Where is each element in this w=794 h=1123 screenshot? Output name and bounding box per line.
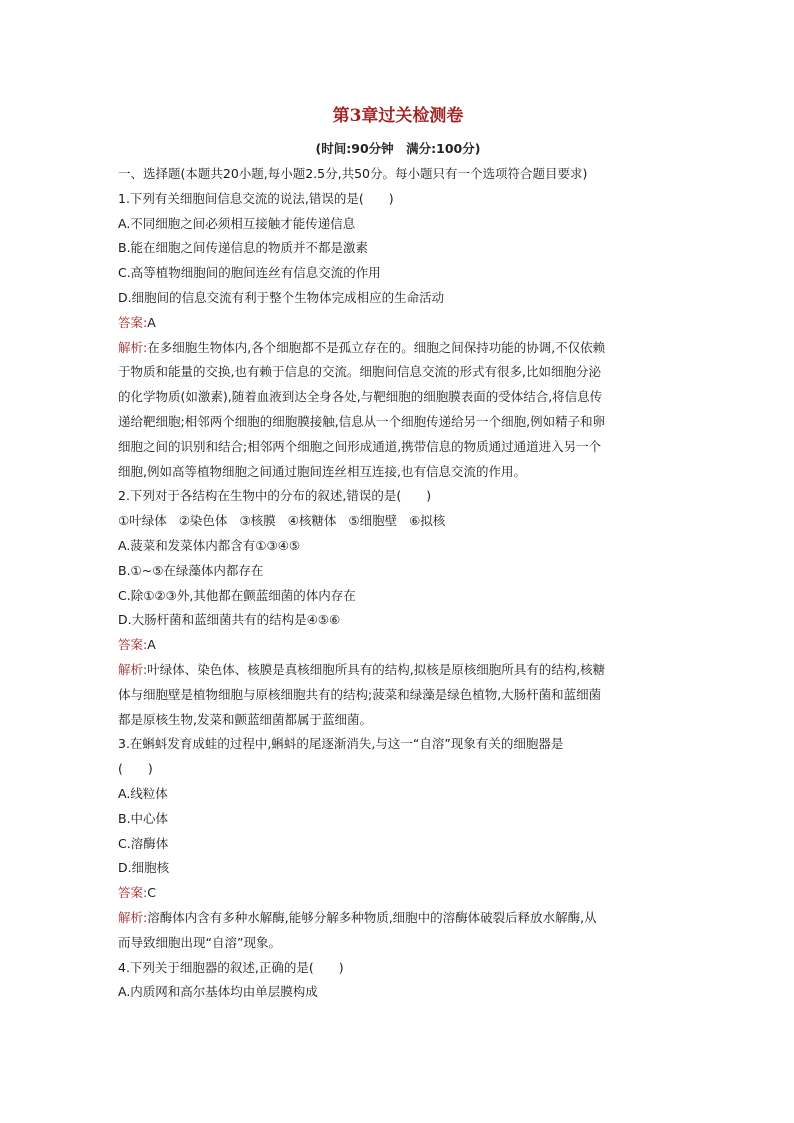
question-stem: 4.下列关于细胞器的叙述,正确的是( ) xyxy=(118,959,344,975)
analysis-text: 叶绿体、染色体、核膜是真核细胞所具有的结构,拟核是原核细胞所具有的结构,核糖 xyxy=(147,661,606,677)
answer-value: A xyxy=(147,314,156,330)
option-d: D.细胞核 xyxy=(118,860,170,876)
answer-label: 答案: xyxy=(118,637,148,653)
option-b: B.能在细胞之间传递信息的物质并不都是激素 xyxy=(118,240,369,256)
analysis-label: 解析: xyxy=(118,909,148,925)
analysis-line: 于物质和能量的交换,也有赖于信息的交流。细胞间信息交流的形式有很多,比如细胞分泌 xyxy=(118,364,601,380)
answer-value: A xyxy=(147,637,156,653)
question-stem: 3.在蝌蚪发育成蛙的过程中,蝌蚪的尾逐渐消失,与这一“自溶”现象有关的细胞器是 xyxy=(118,736,564,752)
option-a: A.内质网和高尔基体均由单层膜构成 xyxy=(118,984,318,1000)
question-1 xyxy=(118,187,678,485)
answer xyxy=(118,633,678,658)
option-c: C.溶酶体 xyxy=(118,835,169,851)
option-d: D.细胞间的信息交流有利于整个生物体完成相应的生命活动 xyxy=(118,289,445,305)
structure-list xyxy=(118,509,678,534)
analysis-line: 的化学物质(如激素),随着血液到达全身各处,与靶细胞的细胞膜表面的受体结合,将信息传 xyxy=(118,389,603,405)
structure-item: ⑥拟核 xyxy=(409,513,446,529)
question-2 xyxy=(118,484,678,732)
question-stem-blank: ( ) xyxy=(118,761,153,777)
analysis-line: 都是原核生物,发菜和颤蓝细菌都属于蓝细菌。 xyxy=(118,711,372,727)
option-a: A.线粒体 xyxy=(118,785,168,801)
page-title: 第3章过关检测卷 xyxy=(332,106,464,126)
option-c: C.除①②③外,其他都在颤蓝细菌的体内存在 xyxy=(118,587,356,603)
question-stem: 1.下列有关细胞间信息交流的说法,错误的是( ) xyxy=(118,190,394,206)
structure-item: ④核糖体 xyxy=(287,513,337,529)
option-a: A.菠菜和发菜体内都含有①③④⑤ xyxy=(118,537,301,553)
analysis-line: 细胞之间的识别和结合;相邻两个细胞之间形成通道,携带信息的物质通过通道进入另一个 xyxy=(118,438,602,454)
analysis-text: 溶酶体内含有多种水解酶,能够分解多种物质,细胞中的溶酶体破裂后释放水解酶,从 xyxy=(147,909,597,925)
answer-value: C xyxy=(147,885,156,901)
structure-item: ⑤细胞壁 xyxy=(348,513,398,529)
structure-item: ①叶绿体 xyxy=(118,513,167,529)
analysis-line: 细胞,例如高等植物细胞之间通过胞间连丝相互连接,也有信息交流的作用。 xyxy=(118,463,526,479)
answer-label: 答案: xyxy=(118,885,148,901)
analysis-label: 解析: xyxy=(118,339,148,355)
option-b: B.①~⑤在绿藻体内都存在 xyxy=(118,562,264,578)
analysis-label: 解析: xyxy=(118,661,148,677)
analysis-line xyxy=(118,658,678,683)
analysis-line: 体与细胞壁是植物细胞与原核细胞共有的结构;菠菜和绿藻是绿色植物,大肠杆菌和蓝细菌 xyxy=(118,686,602,702)
structure-item: ②染色体 xyxy=(178,513,228,529)
question-3 xyxy=(118,732,678,955)
question-stem: 2.下列对于各结构在生物中的分布的叙述,错误的是( ) xyxy=(118,488,432,504)
structure-item: ③核膜 xyxy=(239,513,276,529)
exam-info: (时间:90分钟 满分:100分) xyxy=(315,141,481,156)
answer xyxy=(118,881,678,906)
document-page xyxy=(118,104,678,1005)
answer xyxy=(118,311,678,336)
analysis-line: 而导致细胞出现“自溶”现象。 xyxy=(118,934,281,950)
analysis-line xyxy=(118,906,678,931)
answer-label: 答案: xyxy=(118,314,148,330)
analysis-line: 递给靶细胞;相邻两个细胞的细胞膜接触,信息从一个细胞传递给另一个细胞,例如精子和卵 xyxy=(118,413,606,429)
option-a: A.不同细胞之间必须相互接触才能传递信息 xyxy=(118,215,356,231)
section-heading: 一、选择题(本题共20小题,每小题2.5分,共50分。每小题只有一个选项符合题目要求) xyxy=(118,166,588,181)
question-4 xyxy=(118,956,678,1006)
analysis-text: 在多细胞生物体内,各个细胞都不是孤立存在的。细胞之间保持功能的协调,不仅依赖 xyxy=(147,339,606,355)
option-b: B.中心体 xyxy=(118,810,169,826)
option-d: D.大肠杆菌和蓝细菌共有的结构是④⑤⑥ xyxy=(118,612,341,628)
analysis-line xyxy=(118,336,678,361)
option-c: C.高等植物细胞间的胞间连丝有信息交流的作用 xyxy=(118,265,381,281)
